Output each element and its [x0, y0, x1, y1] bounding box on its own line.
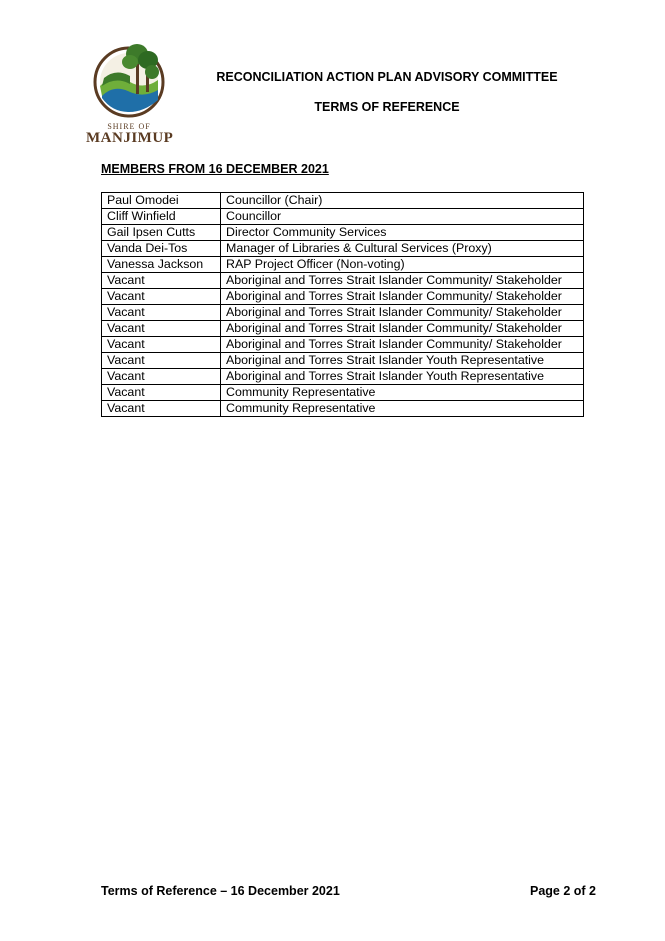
table-row — [102, 225, 584, 241]
table-row — [102, 241, 584, 257]
member-role: Director Community Services — [221, 225, 584, 241]
member-role: Manager of Libraries & Cultural Services (Proxy) — [221, 241, 584, 257]
member-name: Vacant — [102, 369, 221, 385]
table-row — [102, 321, 584, 337]
members-table — [101, 192, 584, 417]
member-role: Aboriginal and Torres Strait Islander Community/ Stakeholder — [221, 321, 584, 337]
logo-text-manjimup: MANJIMUP — [86, 130, 174, 146]
member-name: Vacant — [102, 289, 221, 305]
member-name: Paul Omodei — [102, 193, 221, 209]
table-row — [102, 257, 584, 273]
table-row — [102, 289, 584, 305]
member-name: Vacant — [102, 273, 221, 289]
member-name: Vacant — [102, 337, 221, 353]
member-role: Aboriginal and Torres Strait Islander Youth Representative — [221, 369, 584, 385]
table-row — [102, 369, 584, 385]
member-role: Community Representative — [221, 385, 584, 401]
member-name: Vacant — [102, 305, 221, 321]
committee-title: RECONCILIATION ACTION PLAN ADVISORY COMMITTEE — [216, 70, 558, 84]
member-role: Aboriginal and Torres Strait Islander Community/ Stakeholder — [221, 337, 584, 353]
logo-emblem-icon — [86, 38, 172, 124]
table-row — [102, 353, 584, 369]
member-role: RAP Project Officer (Non-voting) — [221, 257, 584, 273]
member-role: Aboriginal and Torres Strait Islander Youth Representative — [221, 353, 584, 369]
member-name: Cliff Winfield — [102, 209, 221, 225]
document-subtitle: TERMS OF REFERENCE — [314, 100, 460, 114]
member-name: Gail Ipsen Cutts — [102, 225, 221, 241]
member-role: Aboriginal and Torres Strait Islander Community/ Stakeholder — [221, 273, 584, 289]
shire-of-manjimup-logo — [86, 38, 172, 150]
table-row — [102, 209, 584, 225]
member-role: Councillor — [221, 209, 584, 225]
member-role: Councillor (Chair) — [221, 193, 584, 209]
table-row — [102, 273, 584, 289]
member-role: Aboriginal and Torres Strait Islander Community/ Stakeholder — [221, 289, 584, 305]
member-name: Vacant — [102, 353, 221, 369]
table-row — [102, 193, 584, 209]
member-name: Vanda Dei-Tos — [102, 241, 221, 257]
table-row — [102, 385, 584, 401]
footer-document-date: Terms of Reference – 16 December 2021 — [101, 884, 340, 898]
footer-page-number: Page 2 of 2 — [530, 884, 596, 898]
member-name: Vanessa Jackson — [102, 257, 221, 273]
member-name: Vacant — [102, 401, 221, 417]
member-name: Vacant — [102, 321, 221, 337]
member-name: Vacant — [102, 385, 221, 401]
table-row — [102, 337, 584, 353]
table-row — [102, 401, 584, 417]
members-heading: MEMBERS FROM 16 DECEMBER 2021 — [101, 162, 329, 176]
logo-text-shire-of: SHIRE OF — [107, 122, 151, 131]
member-role: Aboriginal and Torres Strait Islander Community/ Stakeholder — [221, 305, 584, 321]
table-row — [102, 305, 584, 321]
member-role: Community Representative — [221, 401, 584, 417]
